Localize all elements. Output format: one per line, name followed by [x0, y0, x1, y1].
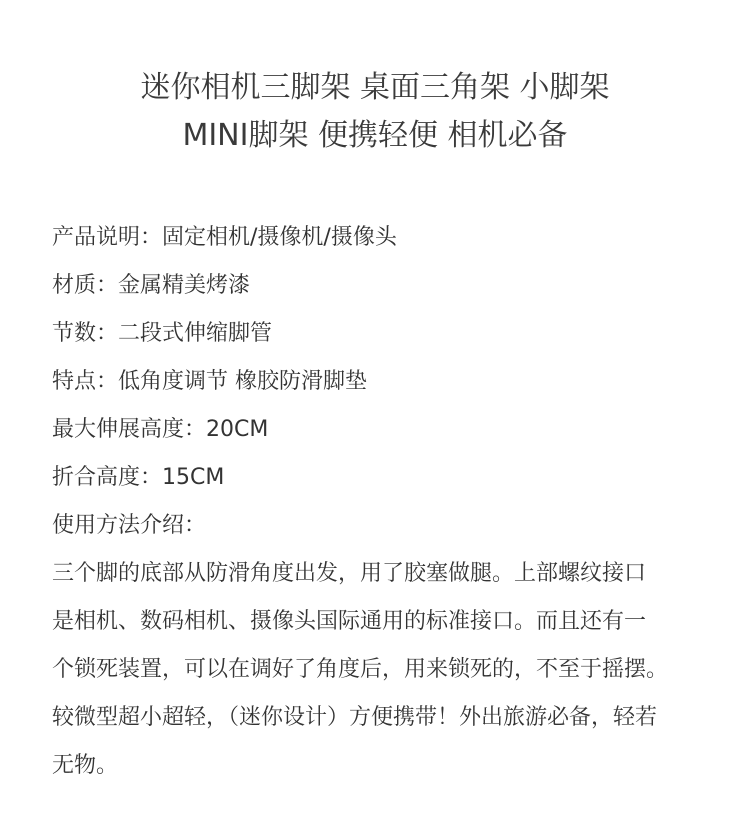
spec-features: 特点：低角度调节 橡胶防滑脚垫 [52, 369, 367, 394]
description-line: 三个脚的底部从防滑角度出发，用了胶塞做腿。上部螺纹接口 [52, 561, 647, 586]
description-line: 无物。 [52, 753, 119, 778]
spec-sections: 节数：二段式伸缩脚管 [52, 321, 273, 346]
spec-product-description: 产品说明：固定相机/摄像机/摄像头 [52, 225, 397, 250]
description-line: 个锁死装置，可以在调好了角度后，用来锁死的，不至于摇摆。 [52, 657, 669, 682]
title-line-1: 迷你相机三脚架 桌面三角架 小脚架 [140, 70, 610, 105]
spec-list [52, 214, 712, 550]
spec-material: 材质：金属精美烤漆 [52, 273, 251, 298]
spec-folded-height: 折合高度：15CM [52, 465, 225, 490]
spec-usage-heading: 使用方法介绍： [52, 513, 207, 538]
description-line: 较微型超小超轻，（迷你设计）方便携带！外出旅游必备，轻若 [52, 705, 658, 730]
usage-description [52, 550, 712, 790]
description-line: 是相机、数码相机、摄像头国际通用的标准接口。而且还有一 [52, 609, 647, 634]
title-line-2: MINI脚架 便携轻便 相机必备 [182, 118, 568, 153]
spec-max-height: 最大伸展高度：20CM [52, 417, 269, 442]
product-title [0, 64, 750, 160]
